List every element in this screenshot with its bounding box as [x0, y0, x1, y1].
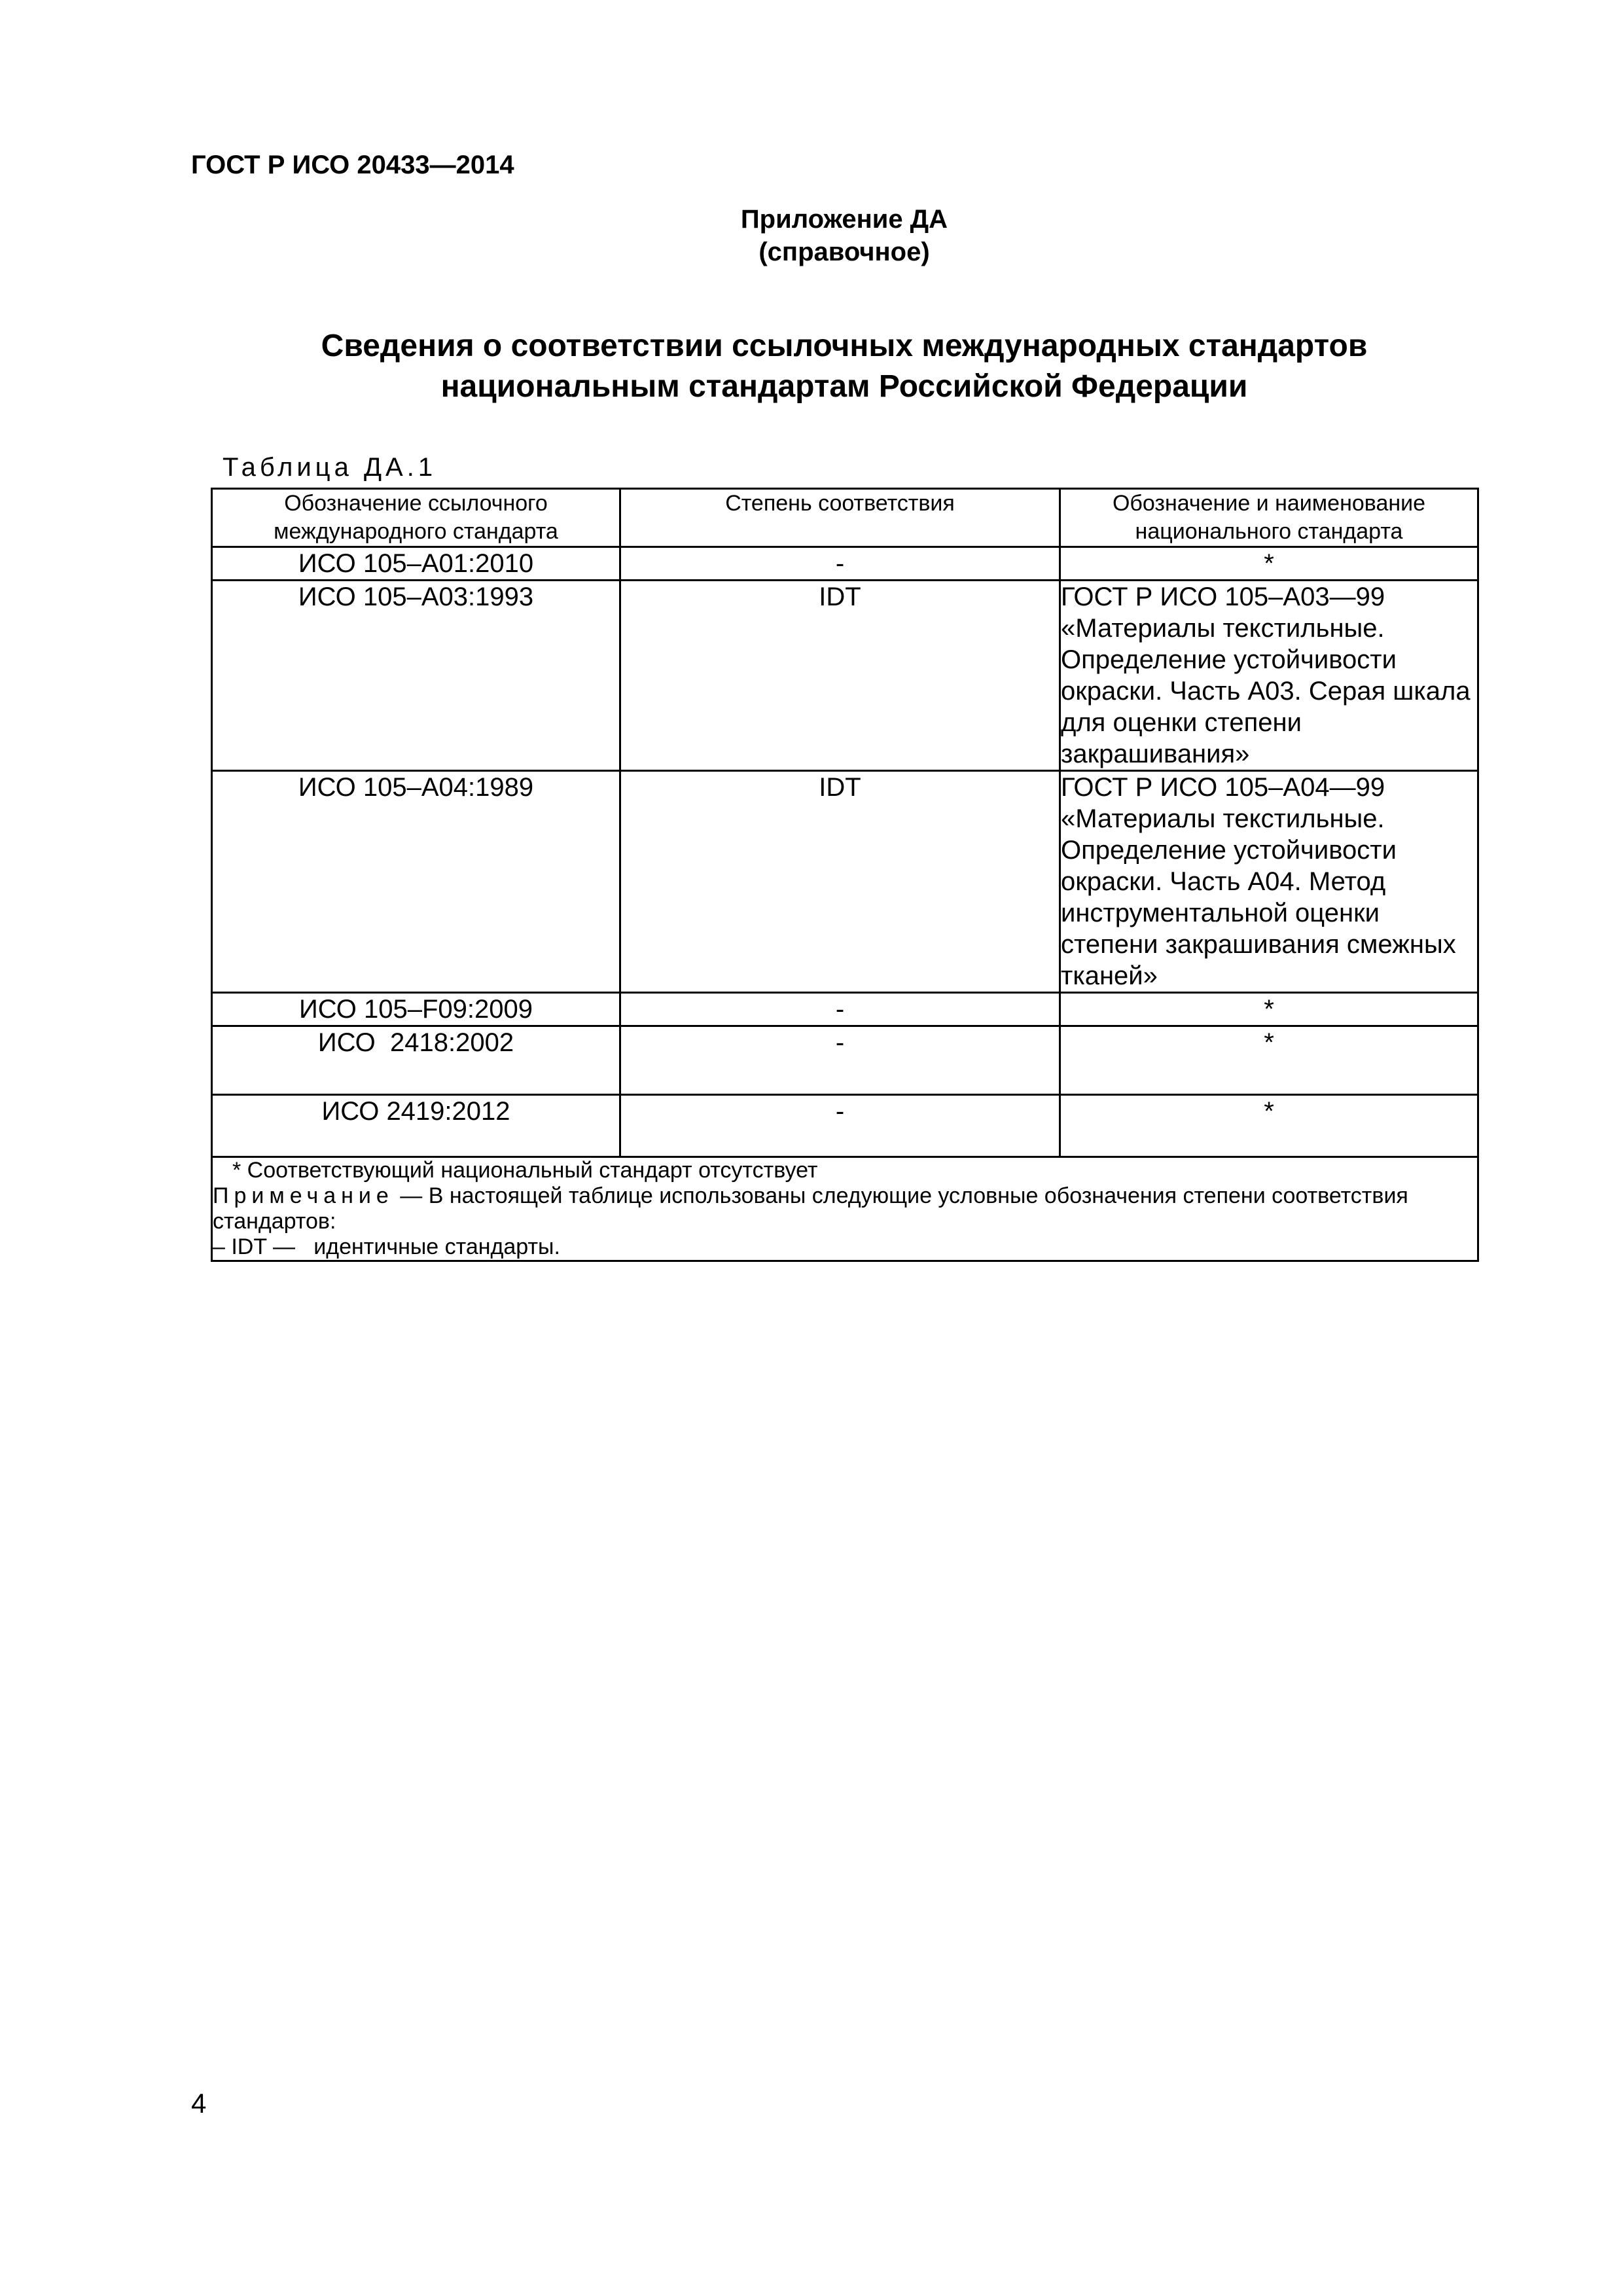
document-title-line-2: национальным стандартам Российской Федерации — [440, 369, 1248, 404]
document-title-line-1: Сведения о соответствии ссылочных международных стандартов — [321, 329, 1368, 363]
table-row — [212, 993, 1478, 1026]
cell-national: * — [1060, 1026, 1478, 1095]
cell-standard: ИСО 105–А04:1989 — [212, 771, 620, 993]
header-international-standard: Обозначение ссылочного международного стандарта — [212, 489, 620, 547]
appendix-kind: (справочное) — [758, 238, 930, 266]
table-row — [212, 581, 1478, 771]
document-code: ГОСТ Р ИСО 20433—2014 — [191, 151, 514, 179]
table-row — [212, 771, 1478, 993]
correspondence-table — [211, 488, 1479, 1262]
note — [213, 1183, 1477, 1234]
document-title — [0, 326, 1623, 407]
note-label: Примечание — [213, 1183, 394, 1208]
cell-standard: ИСО 2419:2012 — [212, 1095, 620, 1157]
page-number: 4 — [191, 2088, 207, 2119]
table-notes — [212, 1157, 1478, 1261]
cell-degree: IDT — [620, 771, 1060, 993]
appendix-heading — [0, 203, 1623, 268]
cell-standard: ИСО 2418:2002 — [212, 1026, 620, 1095]
note-text: — В настоящей таблице использованы следующие условные обозначения степени соответствия стандартов: — [213, 1183, 1408, 1234]
cell-degree: - — [620, 993, 1060, 1026]
footnote: * Соответствующий национальный стандарт отсутствует — [232, 1158, 818, 1183]
cell-national: * — [1060, 547, 1478, 581]
cell-standard: ИСО 105–А01:2010 — [212, 547, 620, 581]
table-footer-row — [212, 1157, 1478, 1261]
cell-standard: ИСО 105–А03:1993 — [212, 581, 620, 771]
table-header-row — [212, 489, 1478, 547]
cell-national: ГОСТ Р ИСО 105–А03—99 «Материалы текстильные. Определение устойчивости окраски. Часть А03. Серая шкала для оценки степени закрашивания» — [1060, 581, 1478, 771]
appendix-title: Приложение ДА — [740, 205, 948, 234]
header-national-standard: Обозначение и наименование национального стандарта — [1060, 489, 1478, 547]
cell-national: * — [1060, 993, 1478, 1026]
table-row — [212, 1095, 1478, 1157]
note-item: – IDT — идентичные стандарты. — [213, 1234, 560, 1259]
cell-standard: ИСО 105–F09:2009 — [212, 993, 620, 1026]
header-degree: Степень соответствия — [620, 489, 1060, 547]
table-row — [212, 547, 1478, 581]
cell-degree: - — [620, 1095, 1060, 1157]
cell-degree: - — [620, 1026, 1060, 1095]
cell-national: ГОСТ Р ИСО 105–А04—99 «Материалы текстильные. Определение устойчивости окраски. Часть А04. Метод инструментальной оценки степени закрашивания смежных тканей» — [1060, 771, 1478, 993]
cell-national: * — [1060, 1095, 1478, 1157]
table-caption: Таблица ДА.1 — [223, 453, 437, 482]
cell-degree: IDT — [620, 581, 1060, 771]
cell-degree: - — [620, 547, 1060, 581]
table-row — [212, 1026, 1478, 1095]
